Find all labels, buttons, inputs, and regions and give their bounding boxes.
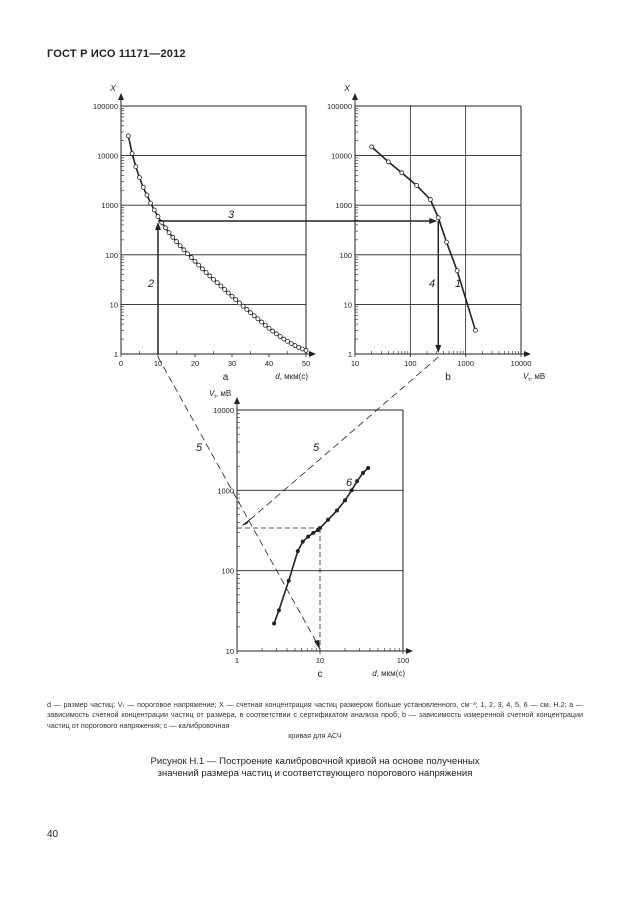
x-tick-label: 1000 — [457, 359, 475, 368]
document-header: ГОСТ Р ИСО 11171—2012 — [47, 48, 186, 60]
y-axis-arrow — [234, 397, 240, 404]
data-point — [230, 294, 234, 298]
data-point — [282, 337, 286, 341]
data-point — [237, 301, 241, 305]
data-point — [356, 480, 359, 483]
x-tick-label: 100 — [404, 359, 417, 368]
x-axis-title: d, мкм(с) — [372, 669, 405, 678]
data-point — [428, 198, 432, 202]
legend-line: d — размер частиц; Vₜ — пороговое напряжение; X — счетная концентрация частиц размером больше установленного, см⁻³; — [47, 700, 478, 709]
y-tick-label: 10 — [343, 300, 352, 310]
y-tick-label: 100000 — [326, 102, 352, 111]
data-point — [219, 284, 223, 288]
figure-caption — [60, 756, 570, 780]
data-point — [182, 248, 186, 252]
legend-line: анализа проб; b — зависимость измеренной счетной концентрации частиц от порогового напряжения; с — калибровочная — [47, 710, 584, 730]
data-point — [256, 317, 260, 321]
chart-panel-c — [209, 389, 413, 678]
data-point — [163, 226, 167, 230]
data-point — [186, 252, 190, 256]
data-point — [415, 183, 419, 187]
x-axis-title: d, мкм(с) — [275, 372, 308, 381]
y-tick-label: 10 — [109, 300, 118, 310]
data-point — [263, 323, 267, 327]
panel-label: c — [317, 669, 323, 680]
data-point — [286, 339, 290, 343]
arrow-head — [429, 218, 437, 224]
curve-annotation-label: 1 — [454, 278, 462, 290]
series-line — [274, 468, 368, 624]
x-tick-label: 50 — [301, 359, 311, 368]
x-axis-title: $V_t$, мВ — [523, 372, 546, 383]
x-tick-label: 30 — [227, 359, 237, 368]
data-point — [234, 298, 238, 302]
data-point — [241, 304, 245, 308]
arrow-head — [435, 345, 441, 353]
x-axis-arrow — [309, 351, 316, 357]
data-point — [126, 134, 130, 138]
data-point — [152, 208, 156, 212]
data-point — [260, 320, 264, 324]
data-point — [204, 270, 208, 274]
data-point — [271, 329, 275, 333]
x-axis-arrow — [406, 648, 413, 654]
data-point — [301, 540, 304, 543]
dashed-transfer-line — [245, 357, 438, 524]
data-point — [444, 240, 448, 244]
series-line — [128, 136, 306, 351]
x-tick-label: 10 — [153, 359, 163, 368]
x-tick-label: 100 — [396, 656, 410, 665]
panel-label: b — [445, 372, 451, 383]
panel-label: a — [222, 372, 229, 383]
figure-legend — [47, 700, 583, 742]
y-tick-label: 10000 — [331, 151, 352, 161]
caption-line: Рисунок Н.1 — Построение калибровочной кривой на основе полученных — [150, 756, 480, 767]
data-point — [274, 332, 278, 336]
y-tick-label: 1 — [113, 350, 118, 359]
data-point — [141, 185, 145, 189]
data-point — [208, 274, 212, 278]
data-point — [138, 176, 142, 180]
data-point — [343, 499, 346, 502]
curve-annotation-label: 3 — [227, 209, 235, 221]
data-point — [156, 215, 160, 219]
data-point — [267, 326, 271, 330]
y-tick-label: 1000 — [335, 201, 352, 211]
series-line — [372, 147, 476, 330]
data-point — [400, 171, 404, 175]
x-tick-label: 0 — [118, 359, 124, 368]
data-point — [249, 311, 253, 315]
data-point — [200, 267, 204, 271]
data-point — [215, 281, 219, 285]
data-point — [212, 277, 216, 281]
caption-line: значений размера частиц и соответствующего порогового напряжения — [157, 768, 473, 779]
data-point — [304, 348, 308, 352]
data-point — [455, 269, 459, 273]
x-tick-label: 10 — [350, 359, 360, 368]
x-tick-label: 20 — [190, 359, 200, 368]
data-point — [245, 307, 249, 311]
data-point — [312, 531, 315, 534]
y-axis-title: X — [110, 83, 116, 93]
data-point — [307, 535, 310, 538]
curve-annotation-label: 5 — [195, 442, 203, 454]
y-tick-label: 100 — [221, 566, 234, 576]
y-axis-arrow — [118, 93, 124, 100]
y-tick-label: 100 — [105, 250, 118, 260]
y-axis-arrow — [352, 93, 358, 100]
curve-annotation-label: 5 — [312, 442, 320, 454]
curve-annotation-label: 4 — [428, 278, 436, 290]
x-tick-label: 1 — [234, 656, 240, 665]
y-tick-label: 100000 — [92, 102, 118, 111]
data-point — [370, 145, 374, 149]
legend-line: кривая для АСЧ — [288, 731, 342, 741]
data-point — [273, 622, 276, 625]
curve-annotation-label: 2 — [147, 278, 155, 290]
y-tick-label: 1000 — [217, 486, 234, 496]
chart-panel-b — [352, 93, 545, 383]
y-axis-title: X — [344, 83, 350, 93]
data-point — [326, 518, 329, 521]
data-point — [296, 550, 299, 553]
data-point — [193, 259, 197, 263]
curve-annotation-label: 6 — [345, 477, 353, 489]
arrow-head — [314, 640, 320, 650]
x-axis-arrow — [524, 351, 531, 357]
data-point — [287, 579, 290, 582]
data-point — [175, 240, 179, 244]
data-point — [167, 231, 171, 235]
x-tick-label: 40 — [264, 359, 274, 368]
data-point — [134, 165, 138, 169]
data-point — [130, 152, 134, 156]
data-point — [223, 287, 227, 291]
y-tick-label: 100 — [339, 250, 352, 260]
y-tick-label: 1000 — [101, 201, 118, 211]
y-tick-label: 10000 — [213, 406, 234, 415]
x-tick-label: 10000 — [510, 359, 532, 368]
data-point — [252, 314, 256, 318]
y-tick-label: 1 — [347, 350, 352, 359]
data-point — [171, 235, 175, 239]
data-point — [473, 328, 477, 332]
data-point — [189, 256, 193, 260]
data-point — [361, 471, 364, 474]
y-tick-label: 10 — [225, 647, 234, 656]
x-tick-label: 10 — [315, 656, 325, 665]
data-point — [149, 201, 153, 205]
data-point — [226, 291, 230, 295]
data-point — [367, 466, 370, 469]
legend-line: 1, 2, 3, 4, 5, 6 — см. Н.2; а — зависимость счетной концентрации частиц от размера, в соответствии с сертификатом — [47, 700, 583, 720]
data-point — [277, 609, 280, 612]
data-point — [386, 160, 390, 164]
data-point — [145, 193, 149, 197]
y-tick-label: 10000 — [97, 151, 118, 161]
data-point — [278, 335, 282, 339]
data-point — [350, 489, 353, 492]
data-point — [335, 509, 338, 512]
data-point — [197, 263, 201, 267]
y-axis-title: $V_t$, мВ — [209, 389, 232, 400]
data-point — [436, 216, 440, 220]
data-point — [178, 244, 182, 248]
page-number: 40 — [47, 829, 59, 840]
chart-panel-a — [118, 93, 316, 381]
